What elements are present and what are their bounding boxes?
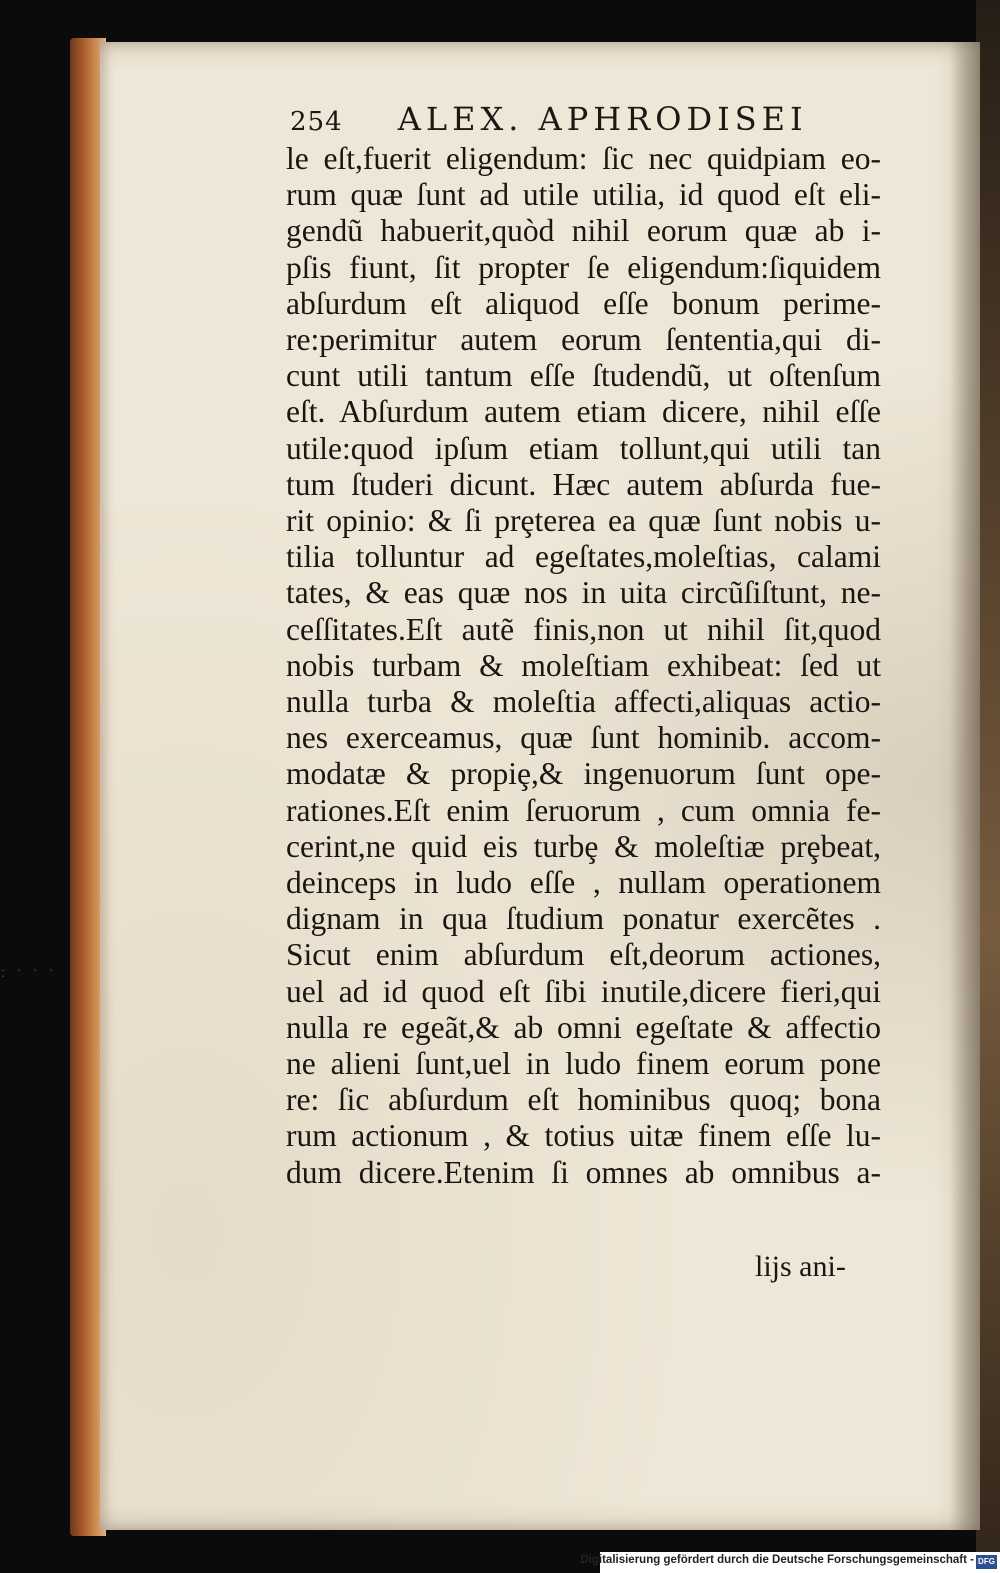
text-line: rum actionum , & totius uitæ finem eſſe lu- — [286, 1118, 881, 1154]
page-header — [290, 100, 890, 138]
text-line: utile:quod ipſum etiam tollunt,qui utili tan — [286, 430, 881, 466]
text-line: gendũ habuerit,quòd nihil eorum quæ ab i- — [286, 213, 881, 249]
text-line: rit opinio: & ſi prȩterea ea quæ ſunt nobis u- — [286, 503, 881, 539]
text-line: pſis fiunt, ſit propter ſe eligendum:ſiquidem — [286, 249, 881, 285]
text-line: rationes.Eſt enim ſeruorum , cum omnia fe- — [286, 792, 881, 828]
text-line: nulla turba & moleſtia affecti,aliquas actio- — [286, 684, 881, 720]
text-line: nobis turbam & moleſtiam exhibeat: ſed ut — [286, 647, 881, 683]
text-line: abſurdum eſt aliquod eſſe bonum perime- — [286, 285, 881, 321]
text-line: dum dicere.Etenim ſi omnes ab omnibus a- — [286, 1154, 881, 1190]
text-line: Sicut enim abſurdum eſt,deorum actiones, — [286, 937, 881, 973]
text-line: tilia tolluntur ad egeſtates,moleſtias, calami — [286, 539, 881, 575]
text-line: dignam in qua ſtudium ponatur exercẽtes . — [286, 901, 881, 937]
dfg-logo-icon: DFG — [976, 1555, 997, 1569]
body-text — [286, 141, 881, 1191]
text-line: nulla re egeãt,& ab omni egeſtate & affectio — [286, 1009, 881, 1045]
text-line: eſt. Abſurdum autem etiam dicere, nihil eſſe — [286, 394, 881, 430]
text-line: re: ſic abſurdum eſt hominibus quoq; bona — [286, 1082, 881, 1118]
text-line: ceſſitates.Eſt autẽ finis,non ut nihil ſit,quod — [286, 611, 881, 647]
text-line: tates, & eas quæ nos in uita circũſiſtunt, ne- — [286, 575, 881, 611]
text-line: rum quæ ſunt ad utile utilia, id quod eſt eli- — [286, 177, 881, 213]
running-title: ALEX. APHRODISEI — [397, 100, 808, 138]
digitization-credit: Digitalisierung gefördert durch die Deutsche Forschungsgemeinschaft - — [580, 1554, 974, 1566]
text-line: modatæ & propiȩ,& ingenuorum ſunt ope- — [286, 756, 881, 792]
text-line: cunt utili tantum eſſe ſtudendũ, ut oſtenſum — [286, 358, 881, 394]
catchword: lijs ani- — [755, 1250, 846, 1283]
text-line: le eſt,fuerit eligendum: ſic nec quidpiam eo- — [286, 141, 881, 176]
text-line: tum ſtuderi dicunt. Hæc autem abſurda fue- — [286, 466, 881, 502]
scan-margin-marks: - - - - - — [0, 965, 57, 982]
text-line: nes exerceamus, quæ ſunt hominib. accom- — [286, 720, 881, 756]
text-line: deinceps in ludo eſſe , nullam operationem — [286, 865, 881, 901]
gutter-shadow — [950, 42, 980, 1530]
text-line: ne alieni ſunt,uel in ludo finem eorum pone — [286, 1046, 881, 1082]
page-number: 254 — [290, 107, 343, 137]
text-line: re:perimitur autem eorum ſententia,qui di- — [286, 322, 881, 358]
text-line: cerint,ne quid eis turbȩ & moleſtiæ prȩbeat, — [286, 828, 881, 864]
text-line: uel ad id quod eſt ſibi inutile,dicere fieri,qui — [286, 973, 881, 1009]
